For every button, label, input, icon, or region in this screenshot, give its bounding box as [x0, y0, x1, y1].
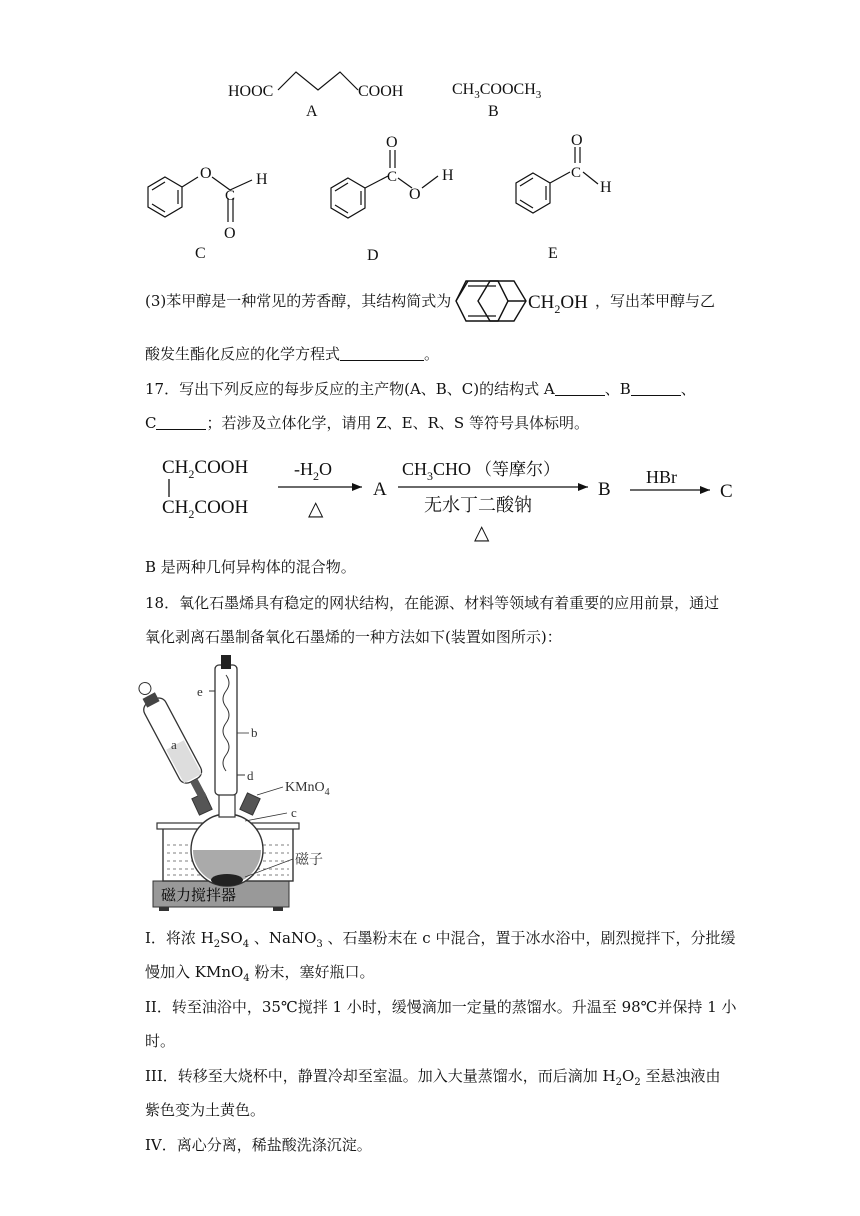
structure-c-o2: O — [224, 225, 236, 242]
reactant-bottom: $CH_2COOH$ — [162, 497, 249, 521]
structure-d-c: C — [387, 169, 398, 185]
step2-line1: II．转至油浴中，35℃搅拌 1 小时，缓慢滴加一定量的蒸馏水。升温至 98℃并保持 1 小 — [145, 998, 737, 1016]
structure-c-h: H — [256, 171, 268, 188]
structure-c-label: C — [195, 245, 206, 262]
step1-line1: I．将浓 $H_2SO_4$ 、NaNO$_3$ 、石墨粉末在 c 中混合，置于冰水浴中，剧烈搅拌下，分批缓 — [145, 929, 736, 950]
q16-3-line2: 酸发生酯化反应的化学方程式 。 — [145, 345, 440, 363]
structure-d-o-top: O — [386, 134, 398, 151]
q16-3-line1-prefix: (3)苯甲醇是一种常见的芳香醇，其结构简式为 — [145, 292, 452, 310]
label-b: b — [251, 725, 258, 740]
structure-e-o: O — [571, 132, 583, 149]
structure-c-o: O — [200, 165, 212, 182]
structure-a-label: A — [306, 103, 318, 120]
product-a: A — [373, 479, 387, 500]
label-kmno4: KMnO$_4$ — [285, 780, 330, 798]
step2-line2: 时。 — [145, 1032, 176, 1050]
structure-e-label: E — [548, 245, 558, 262]
label-e: e — [197, 684, 203, 699]
stir-bar-label: 磁子 — [295, 853, 323, 868]
structure-e-h: H — [600, 179, 612, 196]
answer-blank-c[interactable] — [156, 415, 206, 430]
structure-d-label: D — [367, 247, 379, 264]
structure-b-label: B — [488, 103, 499, 120]
label-a: a — [171, 737, 177, 752]
arrow1-top: $-H_2O$ — [294, 459, 332, 483]
structure-e — [516, 147, 598, 213]
answer-blank-b[interactable] — [631, 381, 681, 396]
q18-intro-line1: 18．氧化石墨烯具有稳定的网状结构，在能源、材料等领域有着重要的应用前景，通过 — [145, 594, 720, 612]
apparatus-figure — [135, 655, 365, 915]
structure-c — [148, 177, 252, 222]
structure-d-o: O — [409, 186, 421, 203]
structure-d-h: H — [442, 167, 454, 184]
structure-a-left: HOOC — [228, 83, 274, 100]
answer-blank[interactable] — [340, 346, 424, 361]
step3-line2: 紫色变为土黄色。 — [145, 1101, 266, 1119]
reactant-top: $CH_2COOH$ — [162, 457, 249, 481]
step1-line2: 慢加入 KMnO$_4$ 粉末，塞好瓶口。 — [145, 963, 375, 984]
arrow2-bottom: 无水丁二酸钠 — [424, 495, 532, 515]
reaction-scheme — [140, 445, 760, 545]
q17-line2: C ；若涉及立体化学，请用 Z、E、R、S 等符号具体标明。 — [145, 414, 589, 432]
answer-blank-a[interactable] — [555, 381, 605, 396]
label-d: d — [247, 768, 254, 783]
arrow2-heat: △ — [474, 522, 490, 544]
stirrer-label: 磁力搅拌器 — [161, 888, 237, 904]
structure-b-formula: $CH_3COOCH_3$ — [452, 81, 542, 101]
product-b: B — [598, 479, 611, 500]
benzyl-ch2oh: $CH_2OH$ — [528, 292, 588, 316]
arrow1-bottom: △ — [308, 498, 324, 520]
structure-a-chain — [278, 72, 358, 90]
structure-c-c: C — [225, 188, 236, 204]
label-c: c — [291, 805, 297, 820]
step3-line1: III．转移至大烧杯中，静置冷却至室温。加入大量蒸馏水，而后滴加 $H_2O_2$ 至悬浊液由 — [145, 1067, 721, 1088]
product-c: C — [720, 481, 733, 502]
q17-line1: 17．写出下列反应的每步反应的主产物(A、B、C)的结构式 A 、B 、 — [145, 380, 696, 398]
benzyl-alcohol-structure — [448, 276, 598, 326]
structure-d — [331, 150, 438, 218]
q16-3-line1-suffix: ，写出苯甲醇与乙 — [595, 292, 716, 310]
arrow2-top: $CH_3CHO$ （等摩尔） — [402, 459, 561, 483]
step4: IV．离心分离，稀盐酸洗涤沉淀。 — [145, 1136, 372, 1154]
arrow3-top: HBr — [646, 467, 677, 487]
structures-figure — [0, 0, 860, 270]
structure-a-right: COOH — [358, 83, 404, 100]
q18-intro-line2: 氧化剥离石墨制备氧化石墨烯的一种方法如下(装置如图所示)： — [145, 628, 562, 646]
structure-e-c: C — [571, 165, 582, 181]
q17-note: B 是两种几何异构体的混合物。 — [145, 558, 356, 576]
